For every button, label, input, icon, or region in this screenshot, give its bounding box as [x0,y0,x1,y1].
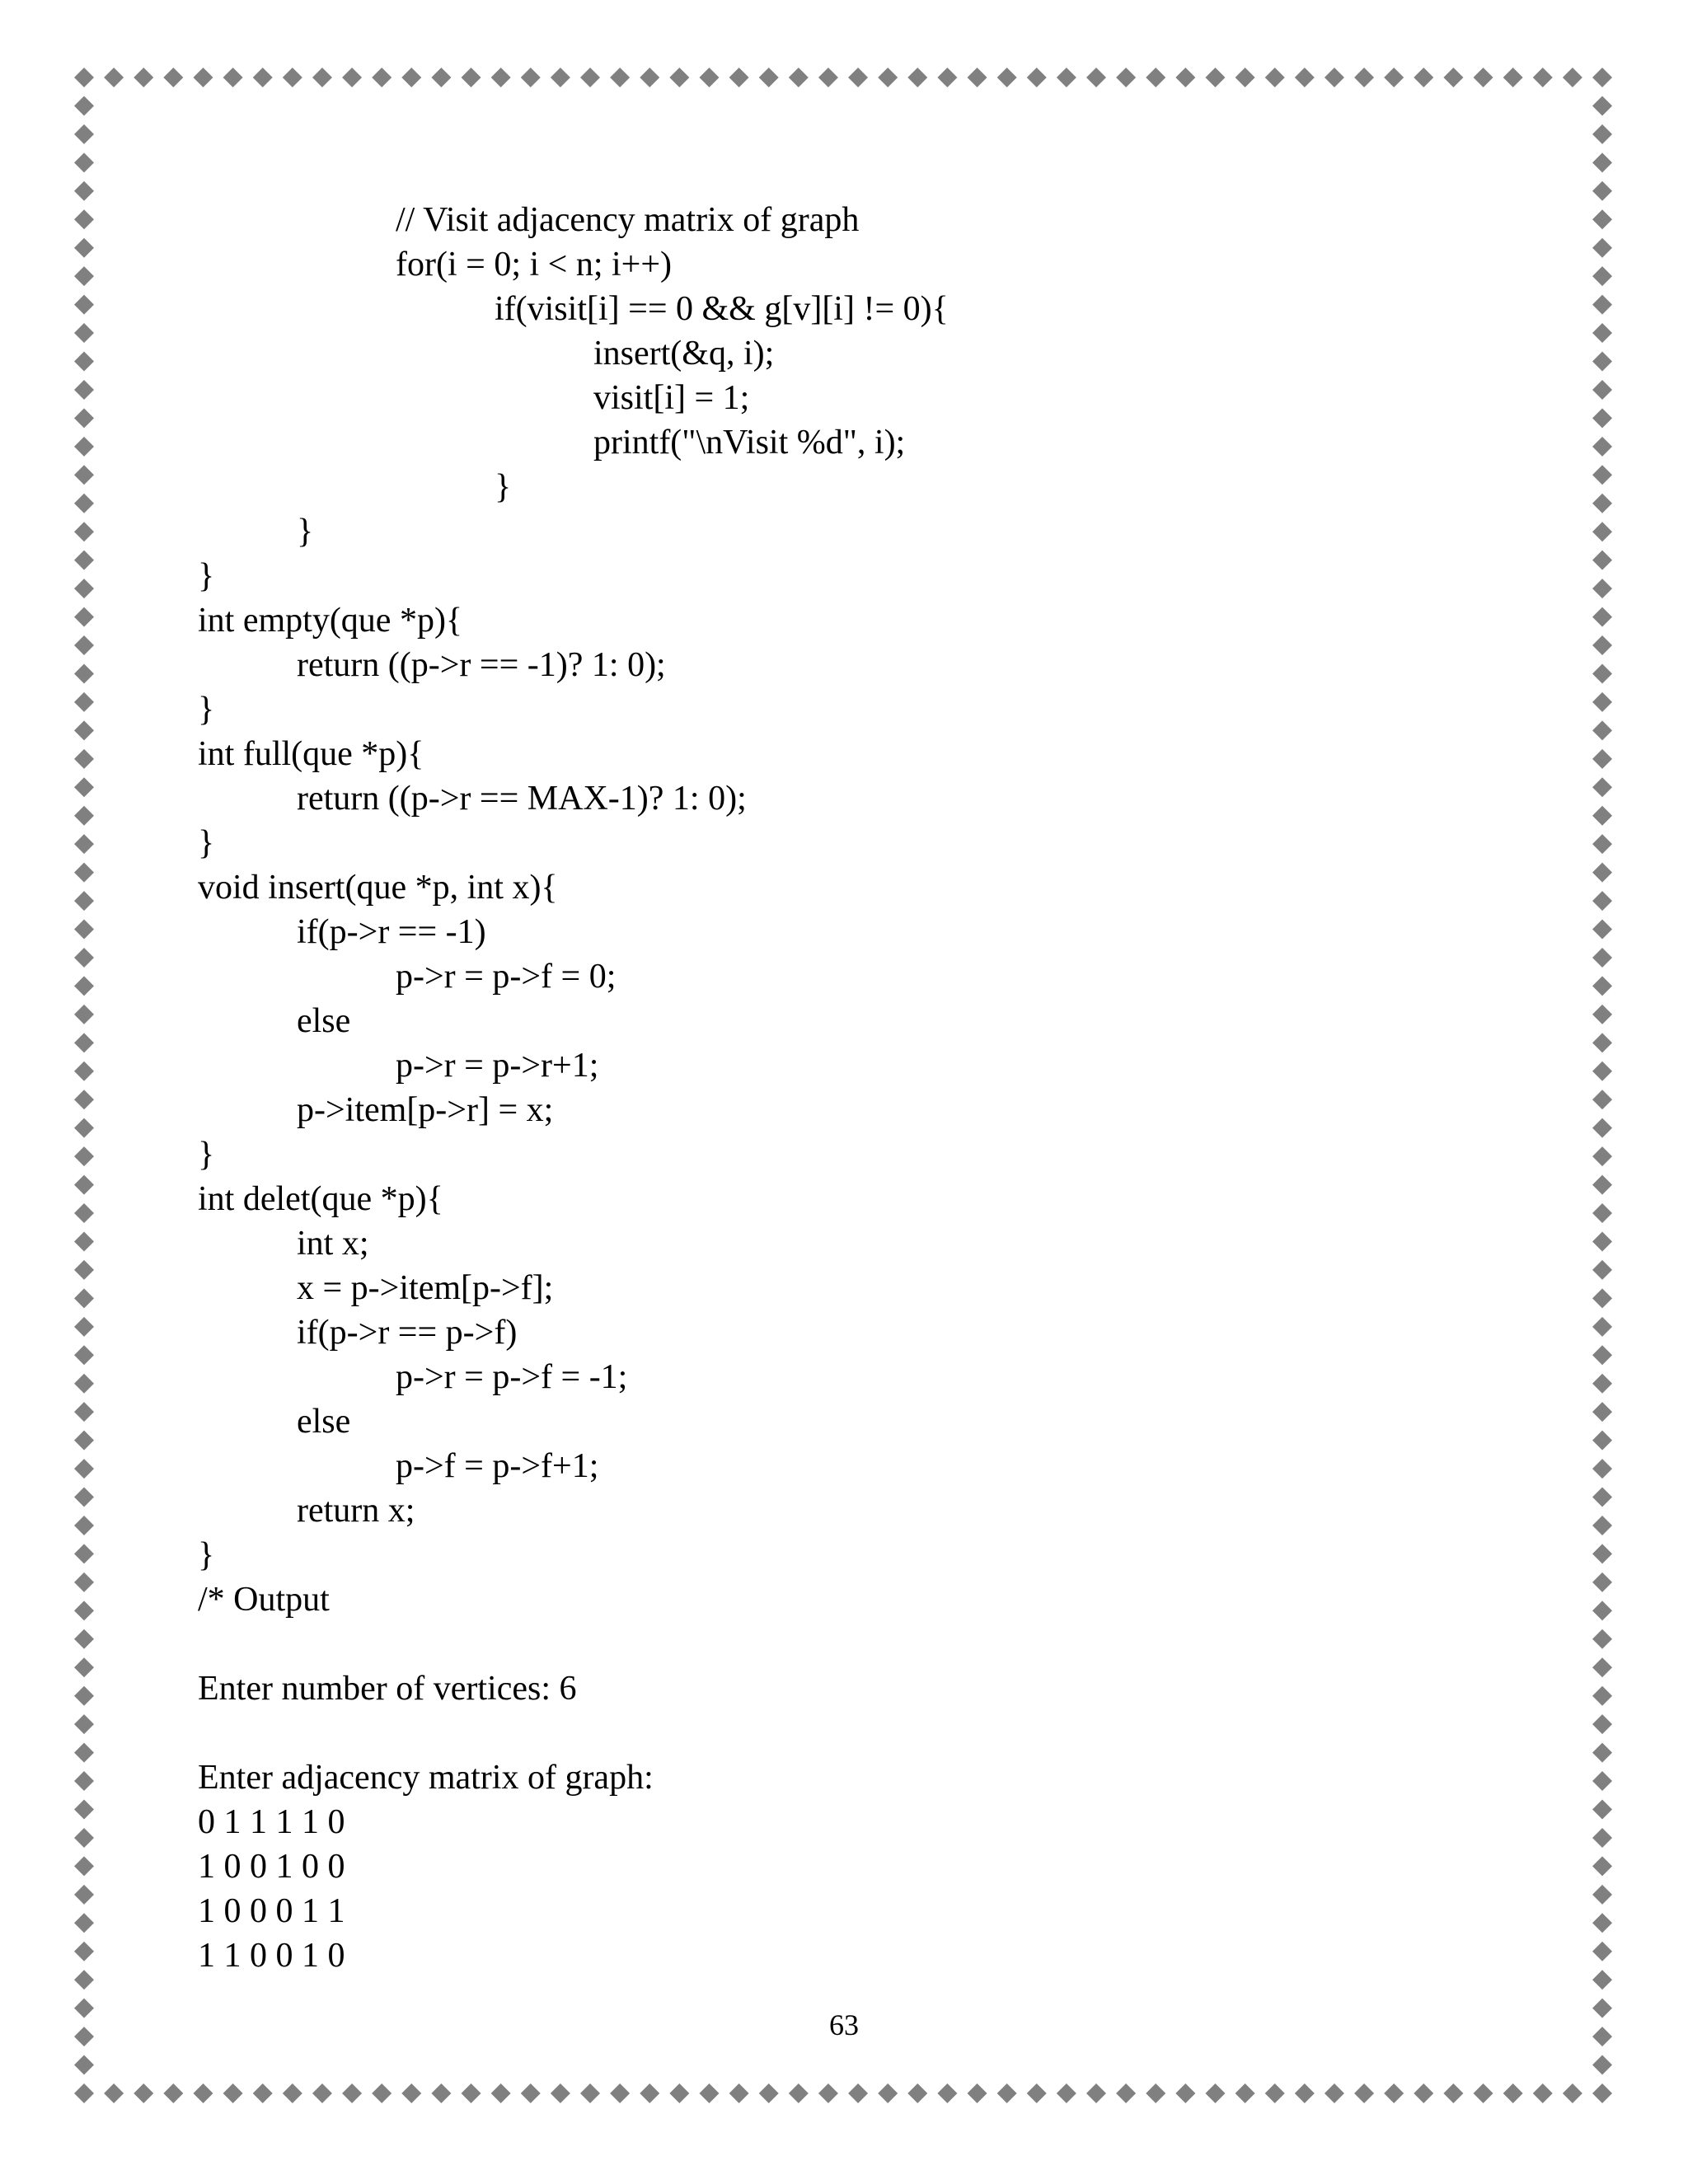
code-line: Enter number of vertices: 6 [198,1670,577,1708]
code-line: if(p->r == p->f) [297,1314,518,1352]
code-line: } [198,691,215,729]
code-line: p->r = p->f = -1; [396,1358,628,1396]
code-line: } [297,513,314,551]
code-line: } [198,557,215,595]
code-line: 1 1 0 0 1 0 [198,1937,345,1975]
code-line: p->item[p->r] = x; [297,1091,554,1129]
code-line: visit[i] = 1; [593,379,750,417]
code-line: for(i = 0; i < n; i++) [396,246,673,284]
code-line: return x; [297,1492,415,1530]
code-line: int full(que *p){ [198,735,424,773]
code-line: if(visit[i] == 0 && g[v][i] != 0){ [495,290,949,328]
code-line: int x; [297,1225,369,1263]
code-line: /* Output [198,1581,330,1619]
code-line: else [297,1403,351,1441]
code-line: 1 0 0 1 0 0 [198,1848,345,1886]
code-line: 0 1 1 1 1 0 [198,1803,345,1841]
code-line: p->r = p->f = 0; [396,958,617,996]
page-number: 63 [829,2008,859,2041]
code-line: x = p->item[p->f]; [297,1269,554,1307]
code-line: return ((p->r == -1)? 1: 0); [297,646,666,684]
code-line: } [198,824,215,862]
code-line: int delet(que *p){ [198,1180,443,1218]
code-line: } [198,1136,215,1174]
code-line: // Visit adjacency matrix of graph [396,201,860,239]
code-line: 1 0 0 0 1 1 [198,1892,345,1930]
code-line: void insert(que *p, int x){ [198,869,558,907]
code-line: if(p->r == -1) [297,913,486,951]
code-line: else [297,1002,351,1040]
code-line: p->r = p->r+1; [396,1047,599,1085]
code-line: printf("\nVisit %d", i); [593,424,906,462]
code-line: int empty(que *p){ [198,602,463,640]
code-line: Enter adjacency matrix of graph: [198,1759,654,1797]
code-line: } [198,1536,215,1574]
code-line: insert(&q, i); [593,335,775,373]
code-line: return ((p->r == MAX-1)? 1: 0); [297,780,747,818]
code-line: } [495,468,512,506]
code-line: p->f = p->f+1; [396,1447,599,1485]
